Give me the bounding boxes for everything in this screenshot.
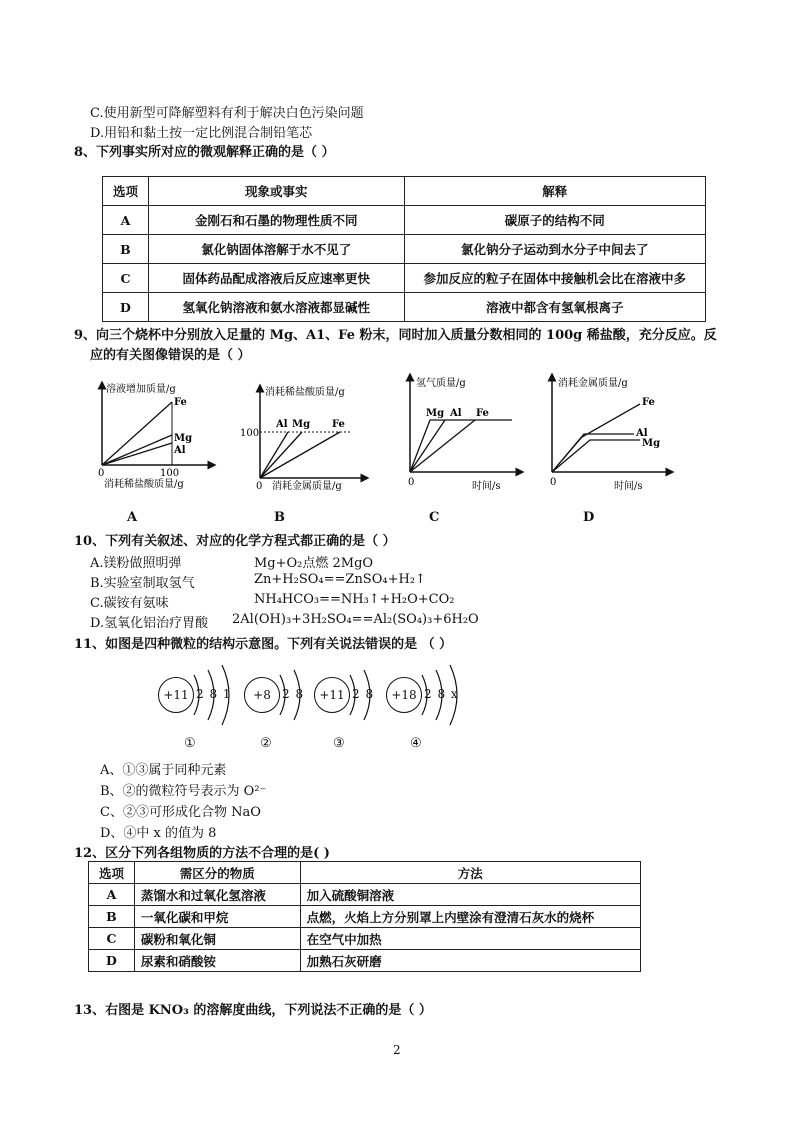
particle-number: ③ (333, 736, 345, 751)
table-header: 解释 (404, 177, 706, 206)
particle-4 (386, 660, 466, 730)
series-label: Al (276, 419, 288, 430)
table-header: 需区分的物质 (134, 862, 300, 884)
q8-stem: 8、下列事实所对应的微观解释正确的是（ ） (74, 145, 335, 160)
series-label: Fe (476, 408, 489, 419)
table-header: 选项 (103, 177, 149, 206)
particle-2 (244, 660, 314, 730)
x-axis-label: 时间/s (472, 481, 501, 492)
table-cell: 参加反应的粒子在固体中接触机会比在溶液中多 (404, 264, 706, 293)
table-row (89, 884, 641, 906)
line-mg (260, 432, 302, 478)
q11-option-b: B、②的微粒符号表示为 O²⁻ (100, 784, 267, 799)
table-cell: 加熟石灰研磨 (300, 950, 640, 972)
series-label: Fe (642, 397, 655, 408)
graph-letter-c: C (429, 510, 440, 525)
table-cell: B (103, 235, 149, 264)
q10-stem: 10、下列有关叙述、对应的化学方程式都正确的是（ ） (74, 534, 396, 549)
table-header-row (89, 862, 641, 884)
table-cell: 碳粉和氧化铜 (134, 928, 300, 950)
graph-letter-d: D (583, 510, 595, 525)
line-al (102, 443, 172, 465)
line-al (260, 432, 288, 478)
particle-number: ④ (410, 736, 422, 751)
table-cell: A (89, 884, 135, 906)
y-tick-label: 100 (240, 428, 260, 439)
table-cell: 金刚石和石墨的物理性质不同 (148, 206, 404, 235)
origin-label: 0 (550, 477, 557, 488)
table-row (103, 293, 706, 322)
table-cell: 一氧化碳和甲烷 (134, 906, 300, 928)
table-cell: 固体药品配成溶液后反应速率更快 (148, 264, 404, 293)
line-fe (260, 432, 340, 478)
y-axis-label: 氢气质量/g (416, 378, 466, 389)
series-label: Al (174, 445, 186, 456)
series-label: Mg (292, 419, 311, 430)
table-cell: D (103, 293, 149, 322)
table-header: 现象或事实 (148, 177, 404, 206)
series-label: Fe (332, 419, 345, 430)
origin-label: 0 (408, 477, 415, 488)
nucleus: +11 (314, 677, 350, 713)
series-label: Mg (426, 408, 445, 419)
graph-letter-b: B (274, 510, 285, 525)
q11-option-a: A、①③属于同种元素 (100, 763, 227, 778)
x-axis-label: 消耗稀盐酸质量/g (104, 479, 184, 490)
graph-letter-a: A (127, 510, 138, 525)
q10-option-d-label: D.氢氧化铝治疗胃酸 (90, 616, 209, 631)
origin-label: 0 (256, 481, 263, 492)
q10-option-d-equation: 2Al(OH)₃+3H₂SO₄==Al₂(SO₄)₃+6H₂O (232, 612, 479, 627)
table-cell: A (103, 206, 149, 235)
particle-number: ② (260, 736, 272, 751)
table-header-row (103, 177, 706, 206)
electron-counts: 2 8 (282, 687, 304, 701)
table-cell: 溶液中都含有氢氧根离子 (404, 293, 706, 322)
table-cell: 碳原子的结构不同 (404, 206, 706, 235)
q12-stem: 12、区分下列各组物质的方法不合理的是( ) (74, 846, 330, 861)
q10-option-a-equation: Mg+O₂点燃 2MgO (254, 556, 374, 571)
table-cell: 尿素和硝酸铵 (134, 950, 300, 972)
table-row (103, 235, 706, 264)
q10-option-c-label: C.碳铵有氨味 (90, 596, 169, 611)
q10-option-b-label: B.实验室制取氢气 (90, 576, 195, 591)
q11-stem: 11、如图是四种微粒的结构示意图。下列有关说法错误的是 （ ） (74, 637, 453, 652)
table-cell: D (89, 950, 135, 972)
q7-option-d: D.用铅和黏土按一定比例混合制铅笔芯 (90, 126, 313, 141)
table-header: 选项 (89, 862, 135, 884)
series-label: Mg (642, 438, 661, 449)
table-cell: B (89, 906, 135, 928)
electron-counts: 2 8 (352, 687, 374, 701)
line-fe (102, 402, 172, 465)
series-label: Al (450, 408, 462, 419)
q8-table (102, 176, 706, 322)
q11-option-c: C、②③可形成化合物 NaO (100, 805, 261, 820)
table-cell: 蒸馏水和过氧化氢溶液 (134, 884, 300, 906)
q9-graph-c (400, 372, 530, 492)
y-axis-label: 消耗稀盐酸质量/g (265, 387, 345, 398)
table-cell: C (89, 928, 135, 950)
q9-graph-d (542, 372, 677, 492)
particle-3 (314, 660, 384, 730)
q10-option-a-label: A.镁粉做照明弹 (90, 556, 182, 571)
x-axis-label: 时间/s (614, 481, 643, 492)
line-fe (552, 404, 640, 472)
y-axis-label: 消耗金属质量/g (558, 378, 628, 389)
particle-1 (158, 660, 238, 730)
y-axis-label: 溶液增加质量/g (106, 384, 176, 395)
q9-graph-a (92, 380, 222, 495)
table-row (89, 950, 641, 972)
q7-option-c: C.使用新型可降解塑料有利于解决白色污染问题 (90, 106, 364, 121)
electron-counts: 2 8 x (424, 687, 458, 701)
table-cell: C (103, 264, 149, 293)
particle-number: ① (184, 736, 196, 751)
table-row (103, 206, 706, 235)
q9-graph-b (240, 380, 370, 495)
electron-counts: 2 8 1 (196, 687, 231, 701)
table-cell: 加入硫酸铜溶液 (300, 884, 640, 906)
q10-option-c-equation: NH₄HCO₃==NH₃↑+H₂O+CO₂ (254, 592, 455, 607)
nucleus: +8 (244, 677, 280, 713)
table-row (103, 264, 706, 293)
origin-label: 0 (98, 468, 105, 479)
nucleus: +18 (386, 677, 422, 713)
q13-stem: 13、右图是 KNO₃ 的溶解度曲线，下列说法不正确的是（ ） (74, 1003, 432, 1018)
line-mg (102, 435, 172, 465)
page-number: 2 (393, 1043, 401, 1057)
table-cell: 氯化钠固体溶解于水不见了 (148, 235, 404, 264)
series-label: Al (636, 428, 648, 439)
series-label: Fe (174, 397, 187, 408)
line-mg (410, 420, 512, 472)
q11-option-d: D、④中 x 的值为 8 (100, 826, 217, 841)
q9-stem-line1: 9、向三个烧杯中分别放入足量的 Mg、A1、Fe 粉末，同时加入质量分数相同的 100g 稀盐酸，充分反应。反 (74, 328, 717, 343)
table-cell: 氯化钠分子运动到水分子中间去了 (404, 235, 706, 264)
q12-table (88, 861, 641, 972)
table-row (89, 928, 641, 950)
x-axis-label: 消耗金属质量/g (272, 481, 342, 492)
series-label: Mg (174, 433, 193, 444)
table-header: 方法 (300, 862, 640, 884)
q10-option-b-equation: Zn+H₂SO₄==ZnSO₄+H₂↑ (254, 572, 426, 587)
q9-stem-line2: 应的有关图像错误的是（ ） (90, 348, 251, 363)
nucleus: +11 (158, 677, 194, 713)
x-tick-label: 100 (160, 468, 180, 479)
table-row (89, 906, 641, 928)
table-cell: 点燃，火焰上方分别罩上内壁涂有澄清石灰水的烧杯 (300, 906, 640, 928)
table-cell: 在空气中加热 (300, 928, 640, 950)
table-cell: 氢氧化钠溶液和氨水溶液都显碱性 (148, 293, 404, 322)
